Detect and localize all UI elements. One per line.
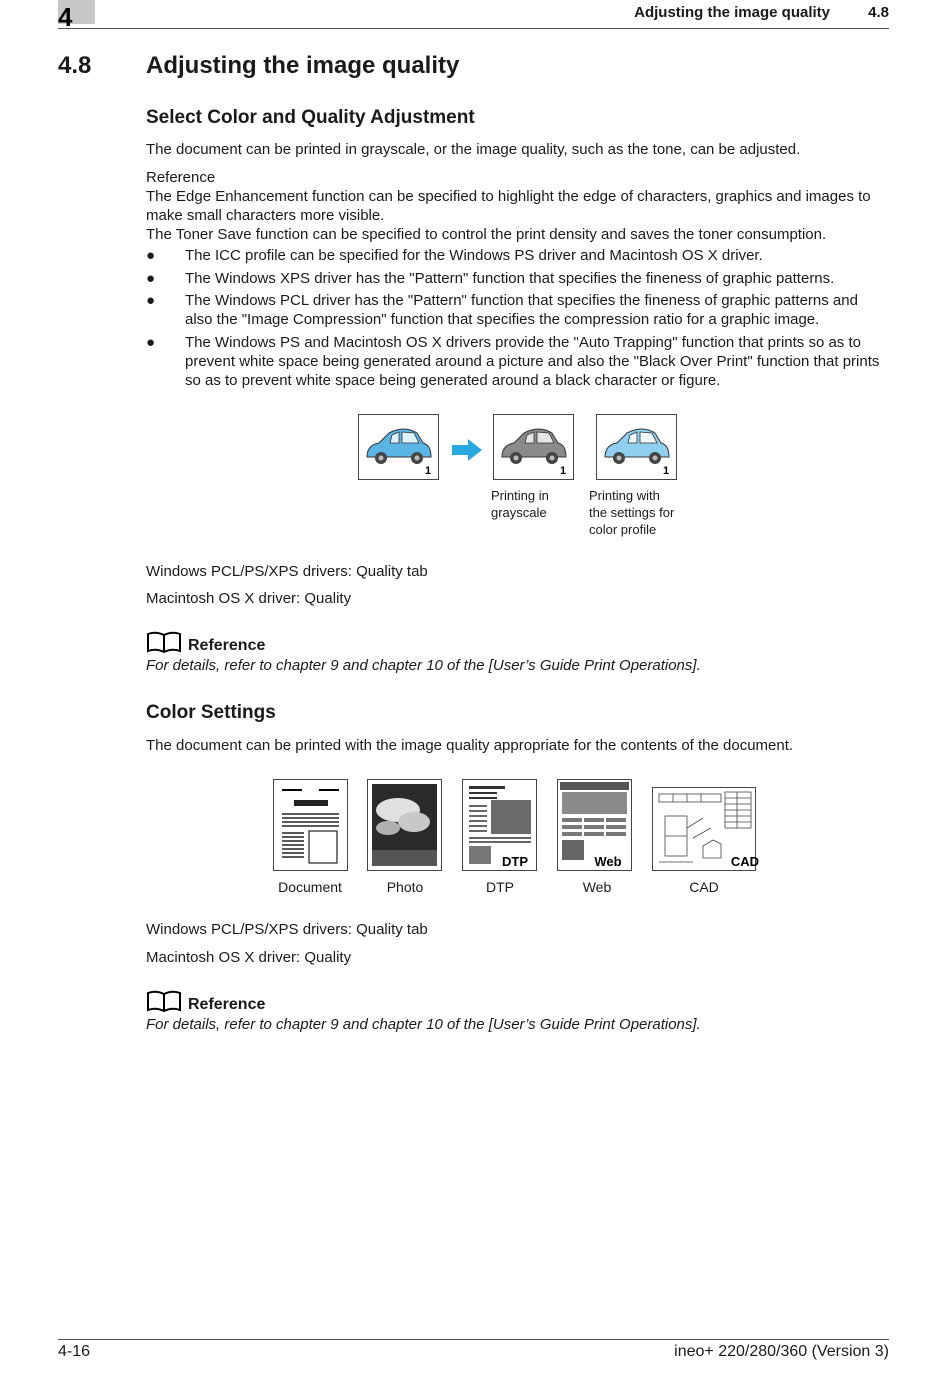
web-image — [558, 780, 631, 870]
driver-location-mac: Macintosh OS X driver: Quality — [146, 590, 352, 607]
book-icon — [146, 630, 182, 654]
color-car-thumbnail — [358, 414, 439, 480]
reference-label: Reference — [146, 169, 216, 186]
color-settings-intro: The document can be printed with the image quality appropriate for the contents of the document. — [146, 737, 794, 754]
document-image — [274, 780, 347, 870]
thumb-label-web: Web — [582, 879, 612, 895]
dtp-image — [463, 780, 536, 870]
running-header-section: 4.8 — [868, 4, 889, 21]
bullet-icon: ● — [146, 247, 156, 264]
thumb-label-document: Document — [278, 879, 342, 895]
cad-badge: CAD — [730, 854, 760, 869]
car-profile-image — [597, 415, 676, 479]
thumb-label-cad: CAD — [689, 879, 719, 895]
cad-thumbnail — [652, 787, 760, 871]
list-item: ● The ICC profile can be specified for the Windows PS driver and Macintosh OS X driver. — [146, 247, 763, 264]
intro-text: The document can be printed in grayscale, or the image quality, such as the tone, can be adjusted. — [146, 141, 801, 158]
list-item: ● The Windows XPS driver has the "Pattern" function that specifies the fineness of graphic patterns. — [146, 269, 835, 287]
cad-image — [653, 788, 760, 870]
chapter-number: 4 — [58, 2, 73, 32]
photo-thumbnail — [367, 779, 442, 871]
reference-text: For details, refer to chapter 9 and chapter 10 of the [User’s Guide Print Operations]. — [146, 657, 701, 674]
web-thumbnail — [557, 779, 632, 871]
bullet-icon: ● — [146, 292, 156, 309]
product-name: ineo+ 220/280/360 (Version 3) — [674, 1343, 889, 1360]
footer-rule — [58, 1339, 889, 1340]
book-icon — [146, 989, 182, 1013]
bullet-icon: ● — [146, 269, 156, 287]
list-item: ● The Windows PS and Macintosh OS X drivers provide the "Auto Trapping" function that prints so as to prevent white space being generated around a picture and also the "Black Over Print" function that prints so as to prevent white space being generated around a black character or figure. — [146, 333, 880, 389]
driver-location-windows: Windows PCL/PS/XPS drivers: Quality tab — [146, 921, 428, 938]
caption-color-profile: Printing with the settings for color profile — [589, 488, 675, 537]
document-thumbnail — [273, 779, 348, 871]
car-color-image — [359, 415, 438, 479]
dtp-badge: DTP — [502, 854, 528, 869]
grayscale-car-thumbnail — [493, 414, 574, 480]
thumb-label-dtp: DTP — [486, 879, 514, 895]
dtp-thumbnail — [462, 779, 537, 871]
bullet-icon: ● — [146, 333, 156, 351]
caption-grayscale: Printing in grayscale — [491, 488, 549, 520]
feature-bullet-list — [146, 246, 889, 393]
thumb-label-photo: Photo — [386, 879, 424, 895]
profile-car-thumbnail — [596, 414, 677, 480]
header-rule — [58, 28, 889, 29]
reference-heading: Reference — [146, 630, 265, 655]
photo-image — [368, 780, 441, 870]
web-badge: Web — [594, 854, 622, 869]
subsection-title-color-settings: Color Settings — [146, 702, 276, 723]
subsection-title-quality: Select Color and Quality Adjustment — [146, 107, 475, 128]
driver-location-windows: Windows PCL/PS/XPS drivers: Quality tab — [146, 563, 428, 580]
section-number: 4.8 — [58, 52, 92, 79]
edge-enhancement-text: The Edge Enhancement function can be specified to highlight the edge of characters, graphics and images to make small characters more visible. — [146, 188, 871, 224]
page-number-label: 1 — [425, 465, 432, 477]
toner-save-text: The Toner Save function can be specified to control the print density and saves the toner consumption. — [146, 226, 827, 243]
section-title: Adjusting the image quality — [146, 52, 460, 79]
car-grayscale-image — [494, 415, 573, 479]
page-number-label: 1 — [663, 465, 670, 477]
running-header-title: Adjusting the image quality — [634, 4, 830, 21]
reference-text: For details, refer to chapter 9 and chapter 10 of the [User’s Guide Print Operations]. — [146, 1016, 701, 1033]
driver-location-mac: Macintosh OS X driver: Quality — [146, 949, 352, 966]
page-number: 4-16 — [58, 1343, 91, 1360]
list-item: ● The Windows PCL driver has the "Pattern" function that specifies the fineness of graphic patterns and also the "Image Compression" function that specifies the compression ratio for a graphic image. — [146, 292, 858, 328]
reference-heading: Reference — [146, 989, 265, 1014]
arrow-right-icon — [450, 437, 484, 463]
page-number-label: 1 — [560, 465, 567, 477]
